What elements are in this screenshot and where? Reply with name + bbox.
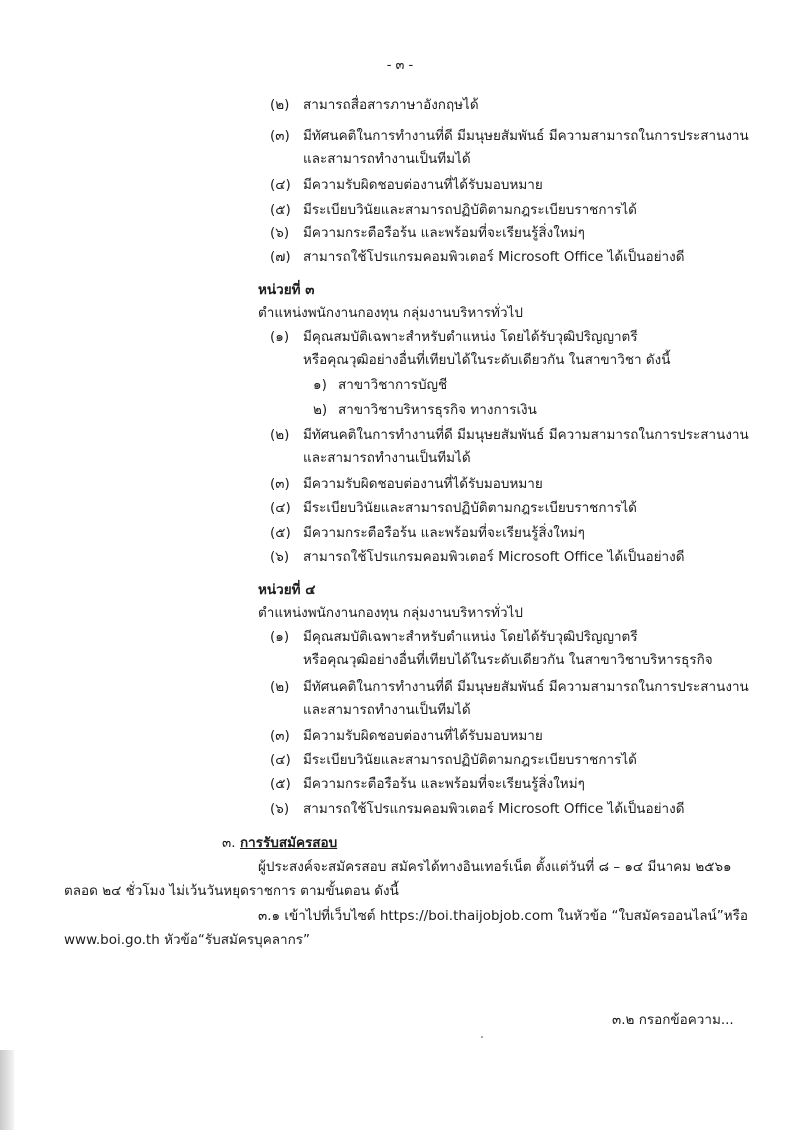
list-item-continuation: หรือคุณวุฒิอย่างอื่นที่เทียบได้ในระดับเดียวกัน ในสาขาวิชาบริหารธุรกิจ (303, 652, 713, 668)
scan-speck (481, 1036, 483, 1038)
scan-edge-shadow (0, 1050, 14, 1130)
continued-on-next-page: ๓.๒ กรอกข้อความ... (612, 1012, 734, 1028)
list-item: มีคุณสมบัติเฉพาะสำหรับตำแหน่ง โดยได้รับวุฒิปริญญาตรี (303, 629, 638, 645)
list-number: (๒) (270, 97, 290, 113)
list-number: (๓) (270, 728, 290, 744)
sub-list-number: ๑) (313, 377, 327, 393)
list-item: สามารถใช้โปรแกรมคอมพิวเตอร์ Microsoft Office ได้เป็นอย่างดี (303, 549, 685, 565)
list-number: (๕) (270, 776, 291, 792)
paragraph-line: ตลอด ๒๔ ชั่วโมง ไม่เว้นวันหยุดราชการ ตามขั้นตอน ดังนี้ (64, 883, 399, 899)
unit-3-heading: หน่วยที่ ๓ (258, 282, 315, 298)
list-item: มีคุณสมบัติเฉพาะสำหรับตำแหน่ง โดยได้รับวุฒิปริญญาตรี (303, 329, 638, 345)
list-item: มีระเบียบวินัยและสามารถปฏิบัติตามกฎระเบียบราชการได้ (303, 752, 637, 768)
list-item: มีความกระตือรือร้น และพร้อมที่จะเรียนรู้สิ่งใหม่ๆ (303, 225, 585, 241)
paragraph-line: www.boi.go.th หัวข้อ“รับสมัครบุคลากร” (64, 932, 310, 948)
list-item: สามารถใช้โปรแกรมคอมพิวเตอร์ Microsoft Office ได้เป็นอย่างดี (303, 801, 685, 817)
paragraph-line: ผู้ประสงค์จะสมัครสอบ สมัครได้ทางอินเทอร์เน็ต ตั้งแต่วันที่ ๘ – ๑๔ มีนาคม ๒๕๖๑ (258, 859, 732, 875)
unit-3-position: ตำแหน่งพนักงานกองทุน กลุ่มงานบริหารทั่วไป (258, 305, 523, 321)
list-item: มีความรับผิดชอบต่องานที่ได้รับมอบหมาย (303, 476, 543, 492)
list-number: (๒) (270, 679, 290, 695)
list-item-continuation: และสามารถทำงานเป็นทีมได้ (303, 450, 471, 466)
list-item: มีความกระตือรือร้น และพร้อมที่จะเรียนรู้สิ่งใหม่ๆ (303, 776, 585, 792)
list-item: มีทัศนคติในการทำงานที่ดี มีมนุษยสัมพันธ์ มีความสามารถในการประสานงาน (303, 128, 749, 144)
list-item: มีทัศนคติในการทำงานที่ดี มีมนุษยสัมพันธ์ มีความสามารถในการประสานงาน (303, 427, 749, 443)
sub-list-number: ๒) (313, 402, 328, 418)
list-number: (๑) (270, 329, 290, 345)
list-item: มีความกระตือรือร้น และพร้อมที่จะเรียนรู้สิ่งใหม่ๆ (303, 525, 585, 541)
list-number: (๒) (270, 427, 290, 443)
list-item: สามารถใช้โปรแกรมคอมพิวเตอร์ Microsoft Office ได้เป็นอย่างดี (303, 249, 685, 265)
list-number: (๖) (270, 225, 290, 241)
list-item: มีความรับผิดชอบต่องานที่ได้รับมอบหมาย (303, 728, 543, 744)
sub-list-item: สาขาวิชาการบัญชี (338, 377, 448, 393)
unit-4-position: ตำแหน่งพนักงานกองทุน กลุ่มงานบริหารทั่วไป (258, 605, 523, 621)
list-item: มีระเบียบวินัยและสามารถปฏิบัติตามกฎระเบียบราชการได้ (303, 202, 637, 218)
list-item-continuation: และสามารถทำงานเป็นทีมได้ (303, 151, 471, 167)
list-number: (๕) (270, 202, 291, 218)
sub-list-item: สาขาวิชาบริหารธุรกิจ ทางการเงิน (338, 402, 537, 418)
list-number: (๗) (270, 249, 291, 265)
list-number: (๕) (270, 525, 291, 541)
section-3-number: ๓. (222, 835, 236, 851)
list-item: มีระเบียบวินัยและสามารถปฏิบัติตามกฎระเบียบราชการได้ (303, 500, 637, 516)
list-number: (๑) (270, 629, 290, 645)
list-item-continuation: หรือคุณวุฒิอย่างอื่นที่เทียบได้ในระดับเดียวกัน ในสาขาวิชา ดังนี้ (303, 352, 671, 368)
unit-4-heading: หน่วยที่ ๔ (258, 582, 316, 598)
page-number: - ๓ - (386, 58, 414, 73)
paragraph-line: ๓.๑ เข้าไปที่เว็บไซต์ https://boi.thaijobjob.com ในหัวข้อ “ใบสมัครออนไลน์”หรือ (258, 908, 749, 924)
list-item-continuation: และสามารถทำงานเป็นทีมได้ (303, 702, 471, 718)
list-item: มีความรับผิดชอบต่องานที่ได้รับมอบหมาย (303, 177, 543, 193)
list-number: (๔) (270, 500, 291, 516)
list-number: (๓) (270, 128, 290, 144)
list-number: (๖) (270, 801, 290, 817)
list-number: (๓) (270, 476, 290, 492)
list-number: (๖) (270, 549, 290, 565)
section-3-heading: การรับสมัครสอบ (240, 835, 338, 851)
list-number: (๔) (270, 177, 291, 193)
list-item: สามารถสื่อสารภาษาอังกฤษได้ (303, 97, 479, 113)
list-item: มีทัศนคติในการทำงานที่ดี มีมนุษยสัมพันธ์ มีความสามารถในการประสานงาน (303, 679, 749, 695)
list-number: (๔) (270, 752, 291, 768)
